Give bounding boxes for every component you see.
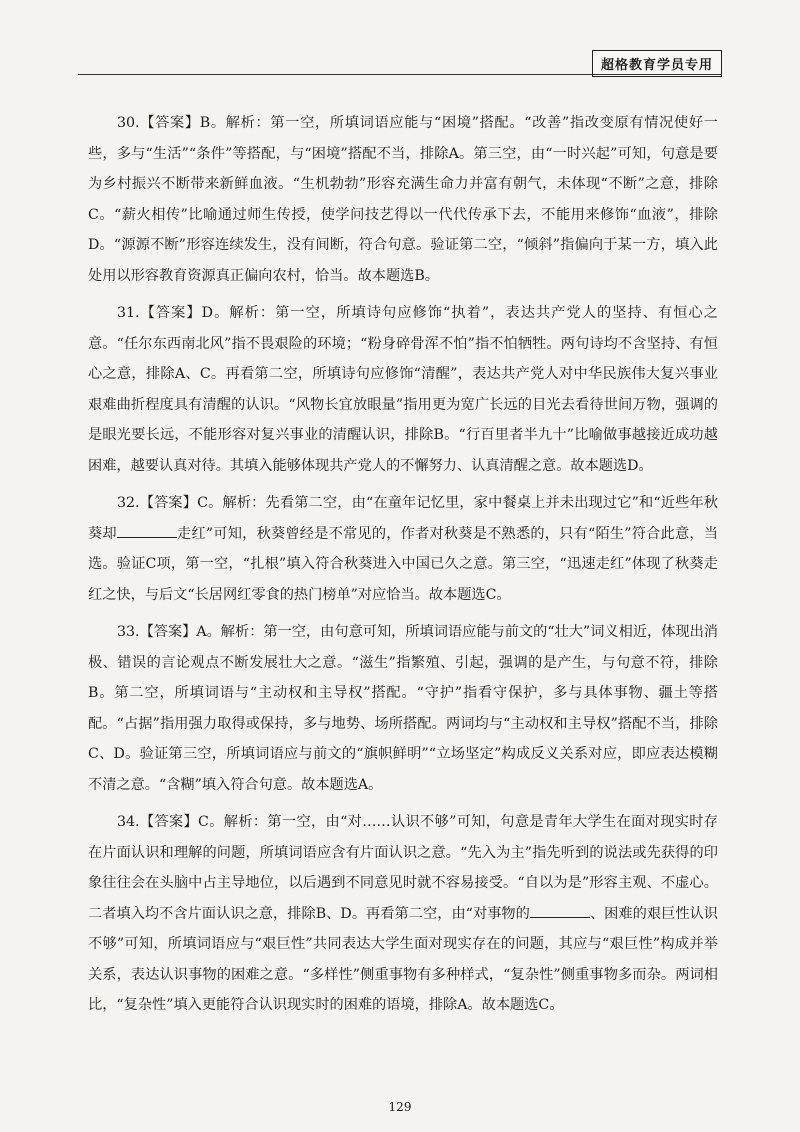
answer-explanations	[88, 108, 718, 1028]
header-badge: 超格教育学员专用	[592, 50, 722, 77]
explanation-q32-part1: 32.【答案】C。解析：先看第二空，由“在童年记忆里，家中餐桌上并未出现过它”和“近些年秋葵却	[88, 495, 718, 542]
explanation-q32-part2: 走红”可知，秋葵曾经是不常见的，作者对秋葵是不熟悉的，只有“陌生”符合此意，当选。验证C项，第一空，“扎根”填入符合秋葵进入中国已久之意。第三空，“迅速走红”体现了秋葵走红之快，与后文“长居网红零食的热门榜单”对应恰当。故本题选C。	[88, 525, 718, 603]
explanation-q32	[88, 488, 718, 610]
explanation-q34-part1: 34.【答案】C。解析：第一空，由“对……认识不够”可知，句意是青年大学生在面对现实时存在片面认识和理解的问题，所填词语应含有片面认识之意。“先入为主”指先听到的说法或先获得的印象往往会在头脑中占主导地位，以后遇到不同意见时就不容易接受。“自以为是”形容主观、不虚心。二者填入均不含片面认识之意，排除B、D。再看第二空，由“对事物的	[88, 814, 718, 922]
explanation-q34	[88, 807, 718, 1021]
header-divider	[78, 74, 722, 75]
fill-blank	[530, 903, 590, 918]
page-number: 129	[388, 1100, 412, 1114]
explanation-q30: 30.【答案】B。解析：第一空，所填词语应能与“困境”搭配。“改善”指改变原有情况使好一些，多与“生活”“条件”等搭配，与“困境”搭配不当，排除A。第三空，由“一时兴起”可知，句意是要为乡村振兴不断带来新鲜血液。“生机勃勃”形容充满生命力并富有朝气，未体现“不断”之意，排除C。“薪火相传”比喻通过师生传授，使学问技艺得以一代代传承下去，不能用来修饰“血液”，排除D。“源源不断”形容连续发生，没有间断，符合句意。验证第二空，“倾斜”指偏向于某一方，填入此处用以形容教育资源真正偏向农村，恰当。故本题选B。	[88, 115, 718, 284]
explanation-q31: 31.【答案】D。解析：第一空，所填诗句应修饰“执着”，表达共产党人的坚持、有恒心之意。“任尔东西南北风”指不畏艰险的环境；“粉身碎骨浑不怕”指不怕牺牲。两句诗均不含坚持、有恒心之意，排除A、C。再看第二空，所填诗句应修饰“清醒”，表达共产党人对中华民族伟大复兴事业艰难曲折程度具有清醒的认识。“风物长宜放眼量”指用更为宽广长远的目光去看待世间万物，强调的是眼光要长远，不能形容对复兴事业的清醒认识，排除B。“行百里者半九十”比喻做事越接近成功越困难，越要认真对待。其填入能够体现共产党人的不懈努力、认真清醒之意。故本题选D。	[88, 305, 718, 474]
fill-blank	[117, 523, 177, 538]
explanation-q34-part2: 、困难的艰巨性认识不够”可知，所填词语应与“艰巨性”共同表达大学生面对现实存在的问题，其应与“艰巨性”构成并举关系，表达认识事物的困难之意。“多样性”侧重事物有多种样式，“复杂性”侧重事物多而杂。两词相比，“复杂性”填入更能符合认识现实时的困难的语境，排除A。故本题选C。	[88, 905, 718, 1013]
explanation-q33: 33.【答案】A。解析：第一空，由句意可知，所填词语应能与前文的“壮大”词义相近，体现出消极、错误的言论观点不断发展壮大之意。“滋生”指繁殖、引起，强调的是产生，与句意不符，排除B。第二空，所填词语与“主动权和主导权”搭配。“守护”指看守保护，多与具体事物、疆土等搭配。“占据”指用强力取得或保持，多与地势、场所搭配。两词均与“主动权和主导权”搭配不当，排除C、D。验证第三空，所填词语应与前文的“旗帜鲜明”“立场坚定”构成反义关系对应，即应表达模糊不清之意。“含糊”填入符合句意。故本题选A。	[88, 624, 718, 793]
